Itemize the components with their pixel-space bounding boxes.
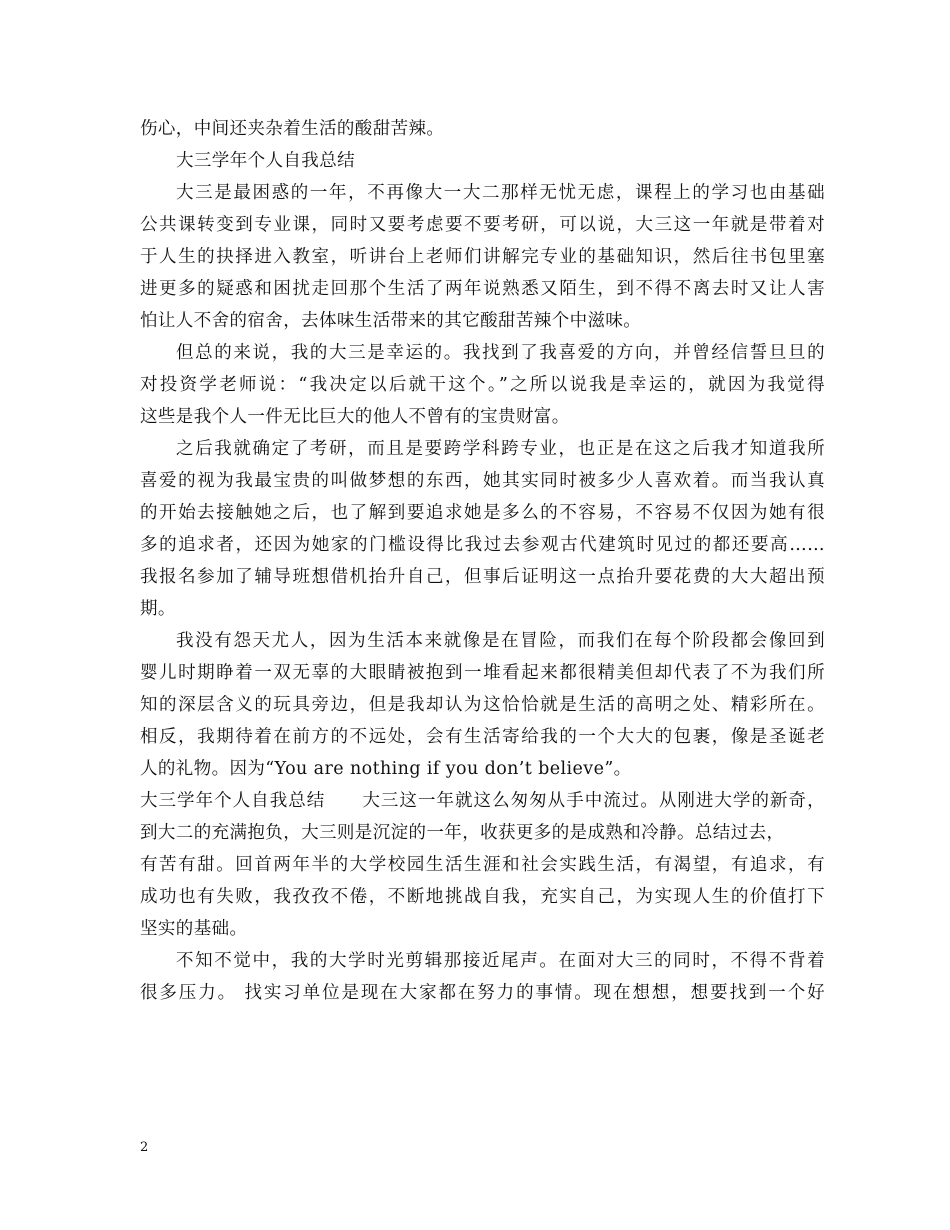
text-line: 于人生的抉择进入教室，听讲台上老师们讲解完专业的基础知识，然后往书包里塞 bbox=[140, 247, 825, 267]
text-line: 我没有怨天尤人，因为生活本来就像是在冒险，而我们在每个阶段都会像回到 bbox=[176, 631, 825, 651]
text-line: 期。 bbox=[140, 599, 176, 619]
text-line: 的开始去接触她之后，也了解到要追求她是多么的不容易，不容易不仅因为她有很 bbox=[140, 503, 825, 523]
text-line: 有苦有甜。回首两年半的大学校园生活生涯和社会实践生活，有渴望，有追求，有 bbox=[140, 855, 825, 875]
text-line: 很多压力。 找实习单位是现在大家都在努力的事情。现在想想，想要找到一个好 bbox=[140, 983, 825, 1003]
page-number: 2 bbox=[140, 1140, 149, 1155]
text-line: 进更多的疑惑和困扰走回那个生活了两年说熟悉又陌生，到不得不离去时又让人害 bbox=[140, 279, 825, 299]
text-line: 到大二的充满抱负，大三则是沉淀的一年，收获更多的是成熟和冷静。总结过去， bbox=[140, 823, 785, 843]
text-line: 大三学年个人自我总结 大三这一年就这么匆匆从手中流过。从刚进大学的新奇， bbox=[140, 791, 825, 811]
text-line: 多的追求者，还因为她家的门槛设得比我过去参观古代建筑时见过的都还要高…… bbox=[140, 535, 825, 555]
text-line: 坚实的基础。 bbox=[140, 919, 248, 939]
text-line: 我报名参加了辅导班想借机抬升自己，但事后证明这一点抬升要花费的大大超出预 bbox=[140, 567, 825, 587]
text-line: 不知不觉中，我的大学时光剪辑那接近尾声。在面对大三的同时，不得不背着 bbox=[176, 951, 825, 971]
text-line: 婴儿时期睁着一双无辜的大眼睛被抱到一堆看起来都很精美但却代表了不为我们所 bbox=[140, 663, 825, 683]
text-line: 对投资学老师说：“我决定以后就干这个。”之所以说我是幸运的，就因为我觉得 bbox=[140, 375, 825, 395]
text-line: 喜爱的视为我最宝贵的叫做梦想的东西，她其实同时被多少人喜欢着。而当我认真 bbox=[140, 471, 825, 491]
document-body bbox=[140, 113, 825, 1009]
text-line: 公共课转变到专业课，同时又要考虑要不要考研，可以说，大三这一年就是带着对 bbox=[140, 215, 825, 235]
text-line: 知的深层含义的玩具旁边，但是我却认为这恰恰就是生活的高明之处、精彩所在。 bbox=[140, 695, 825, 715]
section-heading: 大三学年个人自我总结 bbox=[176, 151, 355, 171]
text-line: 怕让人不舍的宿舍，去体味生活带来的其它酸甜苦辣个中滋味。 bbox=[140, 311, 642, 331]
text-line: 人的礼物。因为“You are nothing if you don’t believe”。 bbox=[140, 759, 632, 779]
text-line: 之后我就确定了考研，而且是要跨学科跨专业，也正是在这之后我才知道我所 bbox=[176, 439, 825, 459]
text-line: 成功也有失败，我孜孜不倦，不断地挑战自我，充实自己，为实现人生的价值打下 bbox=[140, 887, 825, 907]
text-line: 但总的来说，我的大三是幸运的。我找到了我喜爱的方向，并曾经信誓旦旦的 bbox=[176, 343, 825, 363]
text-line: 相反，我期待着在前方的不远处，会有生活寄给我的一个大大的包裹，像是圣诞老 bbox=[140, 727, 825, 747]
text-line: 这些是我个人一件无比巨大的他人不曾有的宝贵财富。 bbox=[140, 407, 570, 427]
text-line: 伤心，中间还夹杂着生活的酸甜苦辣。 bbox=[140, 119, 445, 139]
text-line: 大三是最困惑的一年，不再像大一大二那样无忧无虑，课程上的学习也由基础 bbox=[176, 183, 825, 203]
